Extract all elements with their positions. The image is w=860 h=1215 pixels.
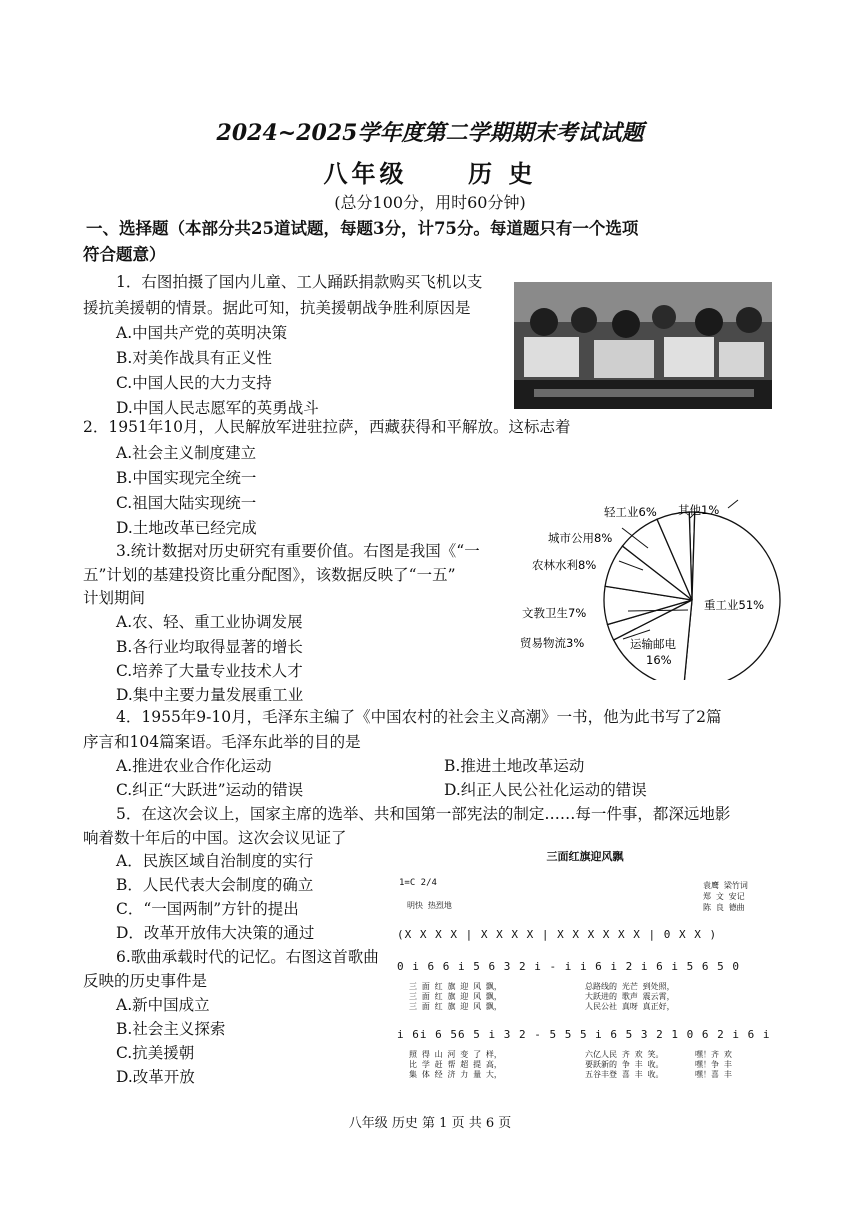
q3-stem: 计划期间 <box>83 589 146 607</box>
pie-label: 轻工业6% <box>604 505 657 519</box>
song-credit: 陈 良 德曲 <box>703 903 745 912</box>
lyric-line: 三 面 红 旗 迎 风 飘， <box>409 982 502 991</box>
song-lyrics-1b <box>585 982 675 1012</box>
pie-label: 农林水利8% <box>532 558 597 572</box>
section-heading-cont: 符合题意） <box>83 245 166 264</box>
pie-label: 其他1% <box>678 503 720 517</box>
q2-option-b: B.中国实现完全统一 <box>116 469 257 487</box>
fundraising-photo <box>514 282 772 409</box>
section-heading: 一、选择题（本部分共25道试题，每题3分，计75分。每道题只有一个选项 <box>86 219 639 238</box>
q6-option-d: D.改革开放 <box>116 1068 195 1086</box>
lyric-line: 大跃进的 歌声 震云霄， <box>585 992 675 1001</box>
lyric-line: 嘿！齐 欢 <box>695 1050 732 1059</box>
q4-stem: 4．1955年9-10月，毛泽东主编了《中国农村的社会主义高潮》一书，他为此书写了2篇 <box>116 708 722 726</box>
q3-stem: 五”计划的基建投资比重分配图》，该数据反映了“一五” <box>83 566 456 584</box>
q2-option-c: C.祖国大陆实现统一 <box>116 494 257 512</box>
pie-slice-重工业 <box>684 512 780 680</box>
exam-title: 2024~2025学年度第二学期期末考试试题 <box>216 120 644 146</box>
lyric-line: 五谷丰登 喜 丰 收。 <box>585 1070 664 1079</box>
song-credits <box>703 880 748 913</box>
lyric-line: 集 体 经 济 力 量 大， <box>409 1070 502 1079</box>
pie-label: 城市公用8% <box>548 531 613 545</box>
song-lyrics-1 <box>409 982 502 1012</box>
song-title: 三面红旗迎风飘 <box>546 850 624 863</box>
q4-option-d: D.纠正人民公社化运动的错误 <box>444 781 647 799</box>
pie-label: 重工业51% <box>704 598 765 612</box>
lyric-line: 总路线的 光芒 到处照， <box>585 982 675 991</box>
lyric-line: 照 得 山 河 变 了 样， <box>409 1050 502 1059</box>
lyric-line: 三 面 红 旗 迎 风 飘， <box>409 1002 502 1011</box>
q2-option-d: D.土地改革已经完成 <box>116 519 257 537</box>
pie-label: 贸易物流3% <box>520 636 585 650</box>
song-notes-2: i 6i 6 56 5 i 3 2 - 5 5 5 i 6 5 3 2 1 0 6 2 i 6 i <box>397 1028 771 1041</box>
q3-option-d: D.集中主要力量发展重工业 <box>116 686 304 704</box>
exam-info: (总分100分，用时60分钟) <box>334 193 526 212</box>
q1-stem: 援抗美援朝的情景。据此可知，抗美援朝战争胜利原因是 <box>83 299 471 317</box>
q5-option-b: B．人民代表大会制度的确立 <box>116 876 314 894</box>
pie-label: 运输邮电 <box>630 637 676 651</box>
song-rhythm: (X X X X | X X X X | X X X X X X | 0 X X ) <box>397 928 718 941</box>
q4-stem: 序言和104篇案语。毛泽东此举的目的是 <box>83 733 361 751</box>
song-score <box>395 842 775 1102</box>
q6-option-c: C.抗美援朝 <box>116 1044 195 1062</box>
song-notes-1: 0 i 6 6 i 5 6 3 2 i - i i 6 i 2 i 6 i 5 6 5 0 <box>397 960 741 973</box>
q5-option-d: D．改革开放伟大决策的通过 <box>116 924 315 942</box>
song-lyrics-2b <box>585 1050 663 1080</box>
q1-option-a: A.中国共产党的英明决策 <box>116 324 288 342</box>
pie-label: 16% <box>646 653 672 667</box>
q4-option-b: B.推进土地改革运动 <box>444 757 585 775</box>
page-footer: 八年级 历史 第 1 页 共 6 页 <box>348 1116 512 1131</box>
q1-stem: 1．右图拍摄了国内儿童、工人踊跃捐款购买飞机以支 <box>116 273 483 291</box>
q4-option-c: C.纠正“大跃进”运动的错误 <box>116 781 304 799</box>
q6-option-a: A.新中国成立 <box>116 996 210 1014</box>
song-lyrics-2c <box>695 1050 732 1080</box>
q6-option-b: B.社会主义探索 <box>116 1020 226 1038</box>
q3-stem: 3.统计数据对历史研究有重要价值。右图是我国《“一 <box>116 542 480 560</box>
q3-option-b: B.各行业均取得显著的增长 <box>116 638 303 656</box>
lyric-line: 三 面 红 旗 迎 风 飘， <box>409 992 502 1001</box>
q3-option-c: C.培养了大量专业技术人才 <box>116 662 303 680</box>
lyric-line: 要跃新的 争 丰 收。 <box>585 1060 664 1069</box>
song-credit: 郑 文 安记 <box>703 892 745 901</box>
q5-stem: 响着数十年后的中国。这次会议见证了 <box>83 829 347 847</box>
q6-stem: 反映的历史事件是 <box>83 972 208 990</box>
q3-option-a: A.农、轻、重工业协调发展 <box>116 613 303 631</box>
lyric-line: 比 学 赶 帮 超 提 高， <box>409 1060 502 1069</box>
q2-option-a: A.社会主义制度建立 <box>116 444 257 462</box>
q4-option-a: A.推进农业合作化运动 <box>116 757 272 775</box>
q1-option-c: C.中国人民的大力支持 <box>116 374 272 392</box>
q1-option-b: B.对美作战具有正义性 <box>116 349 272 367</box>
song-credit: 袁鹰 梁竹词 <box>703 881 748 890</box>
song-tempo: 明快 热烈地 <box>407 901 452 910</box>
song-key: 1=C 2/4 <box>399 878 437 888</box>
lyric-line: 六亿人民 齐 欢 笑。 <box>585 1050 664 1059</box>
q5-option-a: A．民族区域自治制度的实行 <box>116 852 314 870</box>
q1-option-d: D.中国人民志愿军的英勇战斗 <box>116 399 319 417</box>
q5-stem: 5．在这次会议上，国家主席的选举、共和国第一部宪法的制定……每一件事，都深远地影 <box>116 805 731 823</box>
lyric-line: 嘿！争 丰 <box>695 1060 732 1069</box>
q6-stem: 6.歌曲承载时代的记忆。右图这首歌曲 <box>116 948 379 966</box>
subject-label: 历 史 <box>468 159 537 188</box>
grade-label: 八年级 <box>323 159 408 188</box>
q5-option-c: C．“一国两制”方针的提出 <box>116 900 299 918</box>
song-lyrics-2 <box>409 1050 502 1080</box>
investment-pie-chart <box>500 490 800 680</box>
pie-label: 文教卫生7% <box>522 606 587 620</box>
q2-stem: 2．1951年10月，人民解放军进驻拉萨，西藏获得和平解放。这标志着 <box>83 418 571 436</box>
grade-subject <box>0 154 860 189</box>
lyric-line: 嘿！喜 丰 <box>695 1070 732 1079</box>
lyric-line: 人民公社 真呀 真正好， <box>585 1002 675 1011</box>
